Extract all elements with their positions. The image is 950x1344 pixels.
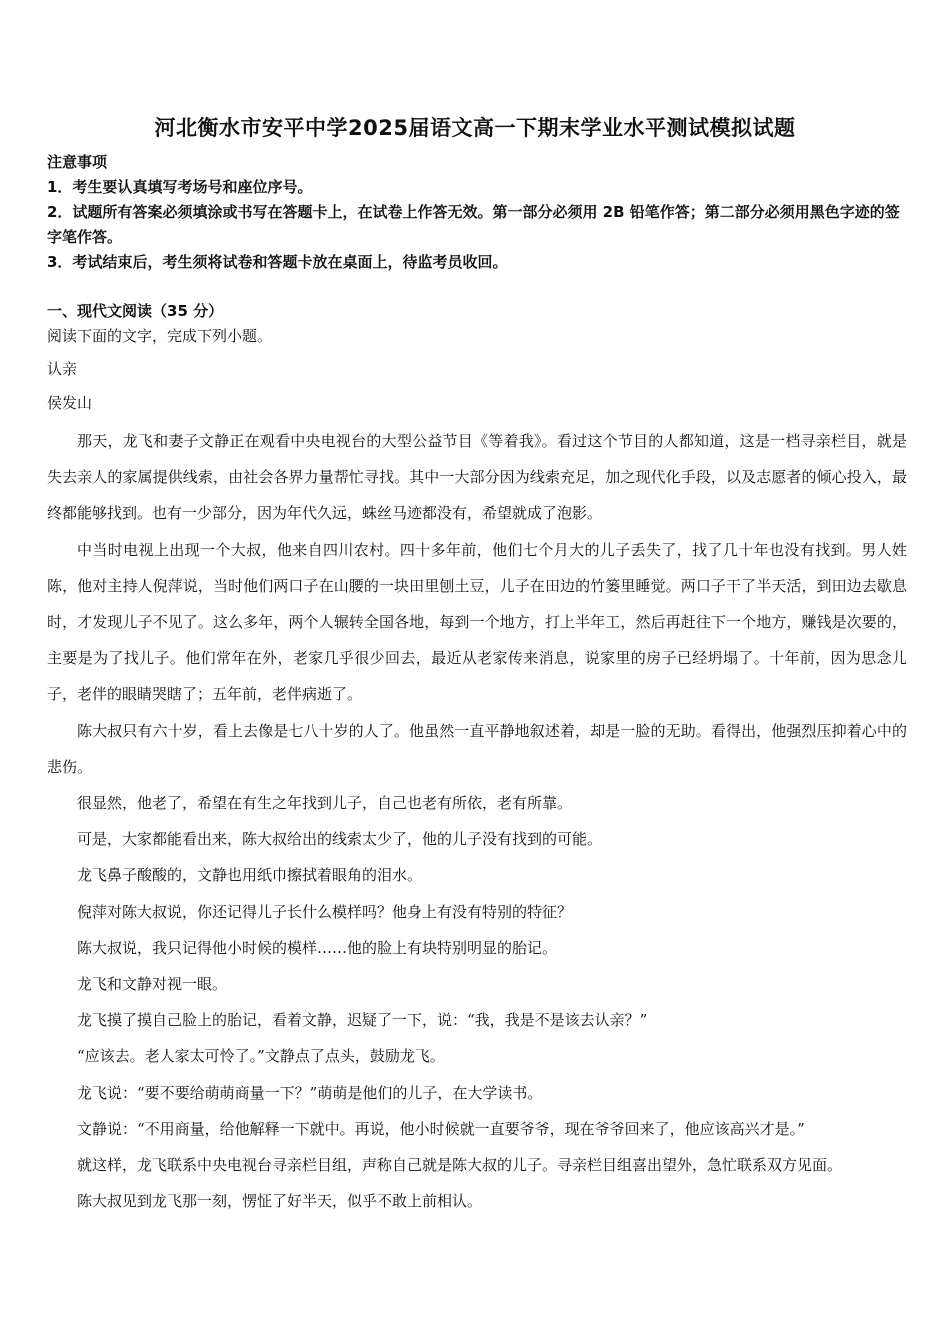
exam-title: 河北衡水市安平中学2025届语文高一下期末学业水平测试模拟试题	[154, 116, 796, 140]
paragraph: 文静说：“不用商量，给他解释一下就中。再说，他小时候就一直要爷爷，现在爷爷回来了，他应该高兴才是。”	[77, 1119, 805, 1138]
paragraph: 可是，大家都能看出来，陈大叔给出的线索太少了，他的儿子没有找到的可能。	[77, 830, 603, 849]
paragraph: 就这样，龙飞联系中央电视台寻亲栏目组，声称自己就是陈大叔的儿子。寻亲栏目组喜出望外，急忙联系双方见面。	[77, 1156, 843, 1175]
section-heading: 一、现代文阅读（35 分）	[47, 302, 224, 320]
notice-heading: 注意事项	[47, 153, 108, 171]
paragraph: 龙飞鼻子酸酸的，文静也用纸巾擦拭着眼角的泪水。	[77, 866, 423, 885]
story-title: 认亲	[47, 360, 78, 378]
paragraph: 倪萍对陈大叔说，你还记得儿子长什么模样吗？他身上有没有特别的特征？	[77, 902, 573, 921]
notice-item-2: 2．试题所有答案必须填涂或书写在答题卡上，在试卷上作答无效。第一部分必须用 2B 铅笔作答；第二部分必须用黑色字迹的签字笔作答。	[47, 203, 900, 246]
paragraph: 中当时电视上出现一个大叔，他来自四川农村。四十多年前，他们七个月大的儿子丢失了，找了几十年也没有找到。男人姓陈，他对主持人倪萍说，当时他们两口子在山腰的一块田里刨土豆，儿子在田边的竹篓里睡觉。两口子干了半天活，到田边去歇息时，才发现儿子不见了。这么多年，两个人辗转全国各地，每到一个地方，打上半年工，然后再赶往下一个地方，赚钱是次要的，主要是为了找儿子。他们常年在外，老家几乎很少回去，最近从老家传来消息，说家里的房子已经坍塌了。十年前，因为思念儿子，老伴的眼睛哭瞎了；五年前，老伴病逝了。	[47, 540, 907, 704]
notice-item-3: 3．考试结束后，考生须将试卷和答题卡放在桌面上，待监考员收回。	[47, 253, 508, 271]
paragraph: 龙飞摸了摸自己脸上的胎记，看着文静，迟疑了一下，说：“我，我是不是该去认亲？”	[77, 1011, 648, 1030]
story-author: 侯发山	[47, 394, 93, 412]
notice-block	[47, 150, 907, 275]
reading-instruction: 阅读下面的文字，完成下列小题。	[47, 327, 273, 345]
paragraph: 陈大叔只有六十岁，看上去像是七八十岁的人了。他虽然一直平静地叙述着，却是一脸的无助。看得出，他强烈压抑着心中的悲伤。	[47, 721, 907, 776]
paragraph: 陈大叔见到龙飞那一刻，愣怔了好半天，似乎不敢上前相认。	[77, 1192, 483, 1211]
paragraph: 陈大叔说，我只记得他小时候的模样……他的脸上有块特别明显的胎记。	[77, 938, 558, 957]
story-body	[47, 423, 907, 1219]
paragraph: 那天，龙飞和妻子文静正在观看中央电视台的大型公益节目《等着我》。看过这个节目的人都知道，这是一档寻亲栏目，就是失去亲人的家属提供线索，由社会各界力量帮忙寻找。其中一大部分因为线索充足，加之现代化手段，以及志愿者的倾心投入，最终都能够找到。也有一少部分，因为年代久远，蛛丝马迹都没有，希望就成了泡影。	[47, 432, 907, 523]
paragraph: 很显然，他老了，希望在有生之年找到儿子，自己也老有所依，老有所靠。	[77, 794, 573, 813]
paragraph: 龙飞说：“要不要给萌萌商量一下？”萌萌是他们的儿子，在大学读书。	[77, 1083, 543, 1102]
paragraph: 龙飞和文静对视一眼。	[77, 975, 228, 994]
notice-item-1: 1．考生要认真填写考场号和座位序号。	[47, 178, 313, 196]
paragraph: “应该去。老人家太可怜了。”文静点了点头，鼓励龙飞。	[77, 1047, 445, 1066]
